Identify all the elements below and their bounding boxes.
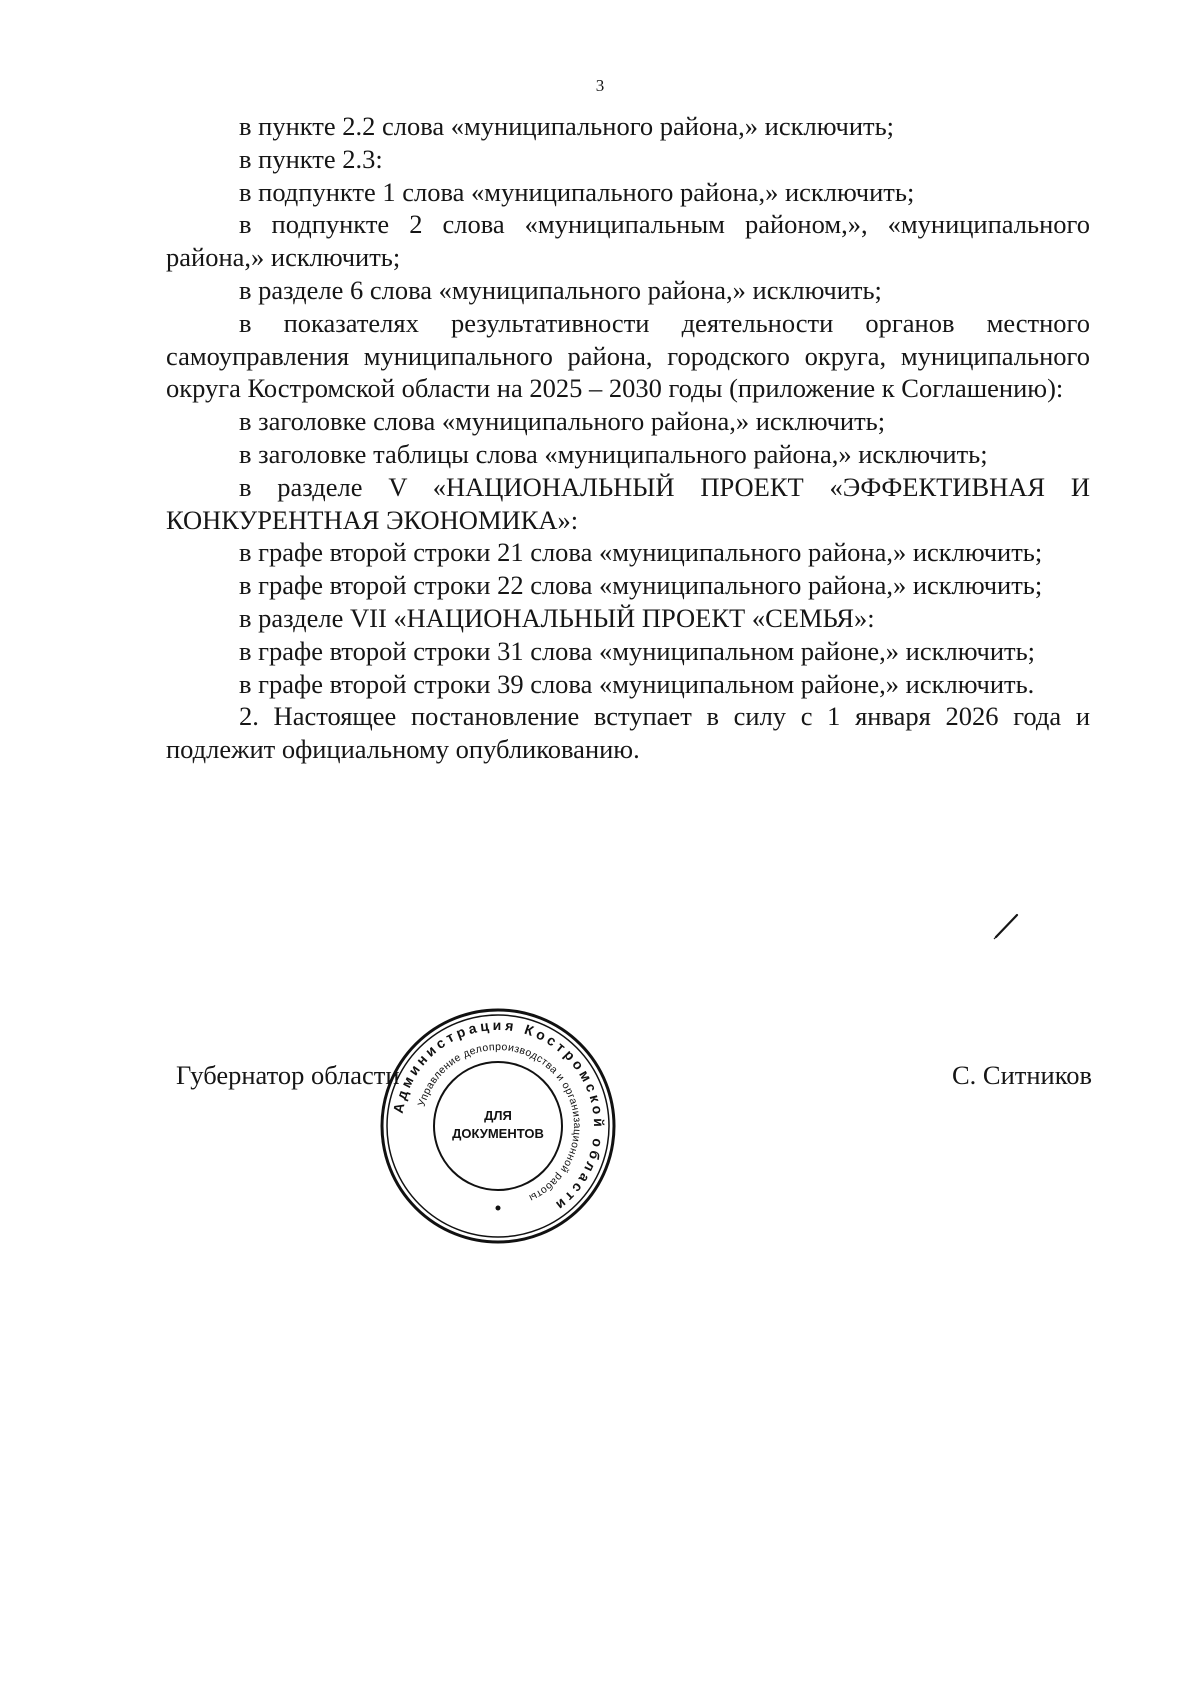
paragraph: в графе второй строки 21 слова «муниципального района,» исключить;: [239, 537, 1043, 568]
paragraph: в графе второй строки 31 слова «муниципальном районе,» исключить;: [239, 635, 1036, 666]
paragraph: в разделе VII «НАЦИОНАЛЬНЫЙ ПРОЕКТ «СЕМЬЯ»:: [239, 602, 875, 633]
document-body: [166, 110, 1090, 766]
svg-text:Администрация Костромской обла: Администрация Костромской области: [389, 1016, 608, 1216]
paragraph: в разделе V «НАЦИОНАЛЬНЫЙ ПРОЕКТ «ЭФФЕКТИВНАЯ И КОНКУРЕНТНАЯ ЭКОНОМИКА»:: [166, 471, 1090, 535]
signatory-title: Губернатор области: [176, 1060, 400, 1090]
svg-text:Управление делопроизводства и: Управление делопроизводства и организационной работы: [415, 1040, 584, 1204]
official-seal-stamp: [378, 1006, 618, 1246]
signature-block: [176, 1060, 1092, 1100]
paragraph: в подпункте 2 слова «муниципальным районом,», «муниципального района,» исключить;: [166, 209, 1090, 273]
stamp-center-line: ДЛЯ: [484, 1108, 512, 1123]
stamp-center-line: ДОКУМЕНТОВ: [452, 1126, 544, 1141]
paragraph: в показателях результативности деятельности органов местного самоуправления муниципального района, городского округа, муниципального округа Костромской области на 2025 – 2030 годы (приложение к Соглашению):: [166, 307, 1090, 404]
paragraph: в пункте 2.3:: [239, 143, 383, 174]
paragraph: в заголовке таблицы слова «муниципального района,» исключить;: [239, 438, 988, 469]
pen-mark-icon: [993, 912, 1021, 940]
paragraph: 2. Настоящее постановление вступает в силу с 1 января 2026 года и подлежит официальному опубликованию.: [166, 701, 1090, 765]
paragraph: в графе второй строки 39 слова «муниципальном районе,» исключить.: [239, 668, 1035, 699]
paragraph: в графе второй строки 22 слова «муниципального района,» исключить;: [239, 570, 1043, 601]
signatory-name: С. Ситников: [951, 1060, 1092, 1090]
paragraph: в разделе 6 слова «муниципального района,» исключить;: [239, 274, 882, 305]
paragraph: в подпункте 1 слова «муниципального района,» исключить;: [239, 176, 915, 207]
paragraph: в заголовке слова «муниципального района,» исключить;: [239, 406, 886, 437]
page-number: 3: [595, 76, 605, 95]
paragraph: в пункте 2.2 слова «муниципального района,» исключить;: [239, 111, 895, 141]
